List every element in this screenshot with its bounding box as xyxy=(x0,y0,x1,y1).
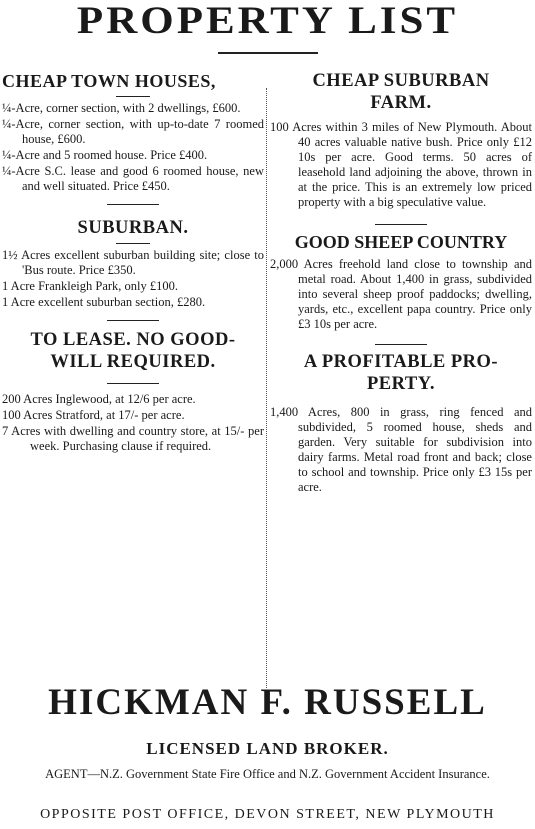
left-column xyxy=(2,70,264,455)
profitable-text: 1,400 Acres, 800 in grass, ring fenced and subdivided, 5 roomed house, sheds and garden. Very suitable for subdivision into dairy farms. Metal road front and back; close to school and township. Price only £3 15s per acre. xyxy=(270,405,532,494)
section-rule xyxy=(375,344,427,345)
lease-heading-line2: WILL REQUIRED. xyxy=(50,352,216,372)
profitable-heading-line1: A PROFITABLE PRO- xyxy=(303,352,499,372)
town-houses-heading: CHEAP TOWN HOUSES, xyxy=(2,71,216,91)
suburban-farm-section xyxy=(270,70,532,210)
broker-agent-line: AGENT—N.Z. Government State Fire Office and N.Z. Government Accident Insurance. xyxy=(45,767,490,781)
section-rule xyxy=(107,204,159,205)
suburban-section xyxy=(2,217,264,310)
profitable-heading-line2: PERTY. xyxy=(367,374,435,394)
suburban-farm-text: 100 Acres within 3 miles of New Plymouth. About 40 acres valuable native bush. Price only £12 10s per acre. Good terms. 50 acres of leasehold land adjoining the above, thrown in at the price. This is an extremely low priced property with a big speculative value. xyxy=(270,120,532,209)
right-column xyxy=(270,70,532,495)
section-rule xyxy=(375,224,427,225)
suburban-farm-heading-line1: CHEAP SUBURBAN xyxy=(312,71,490,91)
column-divider xyxy=(266,88,267,688)
town-houses-section xyxy=(2,70,264,194)
broker-address: OPPOSITE POST OFFICE, DEVON STREET, NEW PLYMOUTH xyxy=(40,807,495,822)
lease-item: 200 Acres Inglewood, at 12/6 per acre. xyxy=(2,392,196,406)
sheep-country-text: 2,000 Acres freehold land close to township and metal road. About 1,400 in grass, subdivided into several sheep proof paddocks; dwelling, yards, etc., excellent papa country. Price only £3 10s per acre. xyxy=(270,257,532,331)
sheep-country-heading: GOOD SHEEP COUNTRY xyxy=(294,232,508,252)
masthead-rule xyxy=(218,52,318,54)
suburban-rule xyxy=(116,243,150,244)
broker-title: LICENSED LAND BROKER. xyxy=(146,739,389,758)
broker-name: HICKMAN F. RUSSELL xyxy=(48,682,487,723)
masthead-title: PROPERTY LIST xyxy=(76,0,459,43)
town-house-item: ¼-Acre S.C. lease and good 6 roomed house, new and well situated. Price £450. xyxy=(2,164,264,193)
suburban-item: 1 Acre excellent suburban section, £280. xyxy=(2,295,206,309)
suburban-item: 1 Acre Frankleigh Park, only £100. xyxy=(2,279,179,293)
section-rule xyxy=(107,320,159,321)
town-houses-rule xyxy=(116,96,150,97)
suburban-heading: SUBURBAN. xyxy=(77,218,189,238)
town-house-item: ¼-Acre and 5 roomed house. Price £400. xyxy=(2,148,208,162)
suburban-farm-heading-line2: FARM. xyxy=(370,93,432,113)
sheep-country-section xyxy=(270,231,532,332)
profitable-section xyxy=(270,351,532,495)
town-house-item: ¼-Acre, corner section, with up-to-date 7 roomed house, £600. xyxy=(2,117,264,146)
lease-heading-line1: TO LEASE. NO GOOD- xyxy=(30,330,236,350)
lease-rule xyxy=(107,383,159,384)
town-house-item: ¼-Acre, corner section, with 2 dwellings, £600. xyxy=(2,101,241,115)
lease-section xyxy=(2,329,264,454)
lease-item: 100 Acres Stratford, at 17/- per acre. xyxy=(2,408,185,422)
lease-item: 7 Acres with dwelling and country store, at 15/- per week. Purchasing clause if required. xyxy=(2,424,264,453)
suburban-item: 1½ Acres excellent suburban building site; close to 'Bus route. Price £350. xyxy=(2,248,264,277)
